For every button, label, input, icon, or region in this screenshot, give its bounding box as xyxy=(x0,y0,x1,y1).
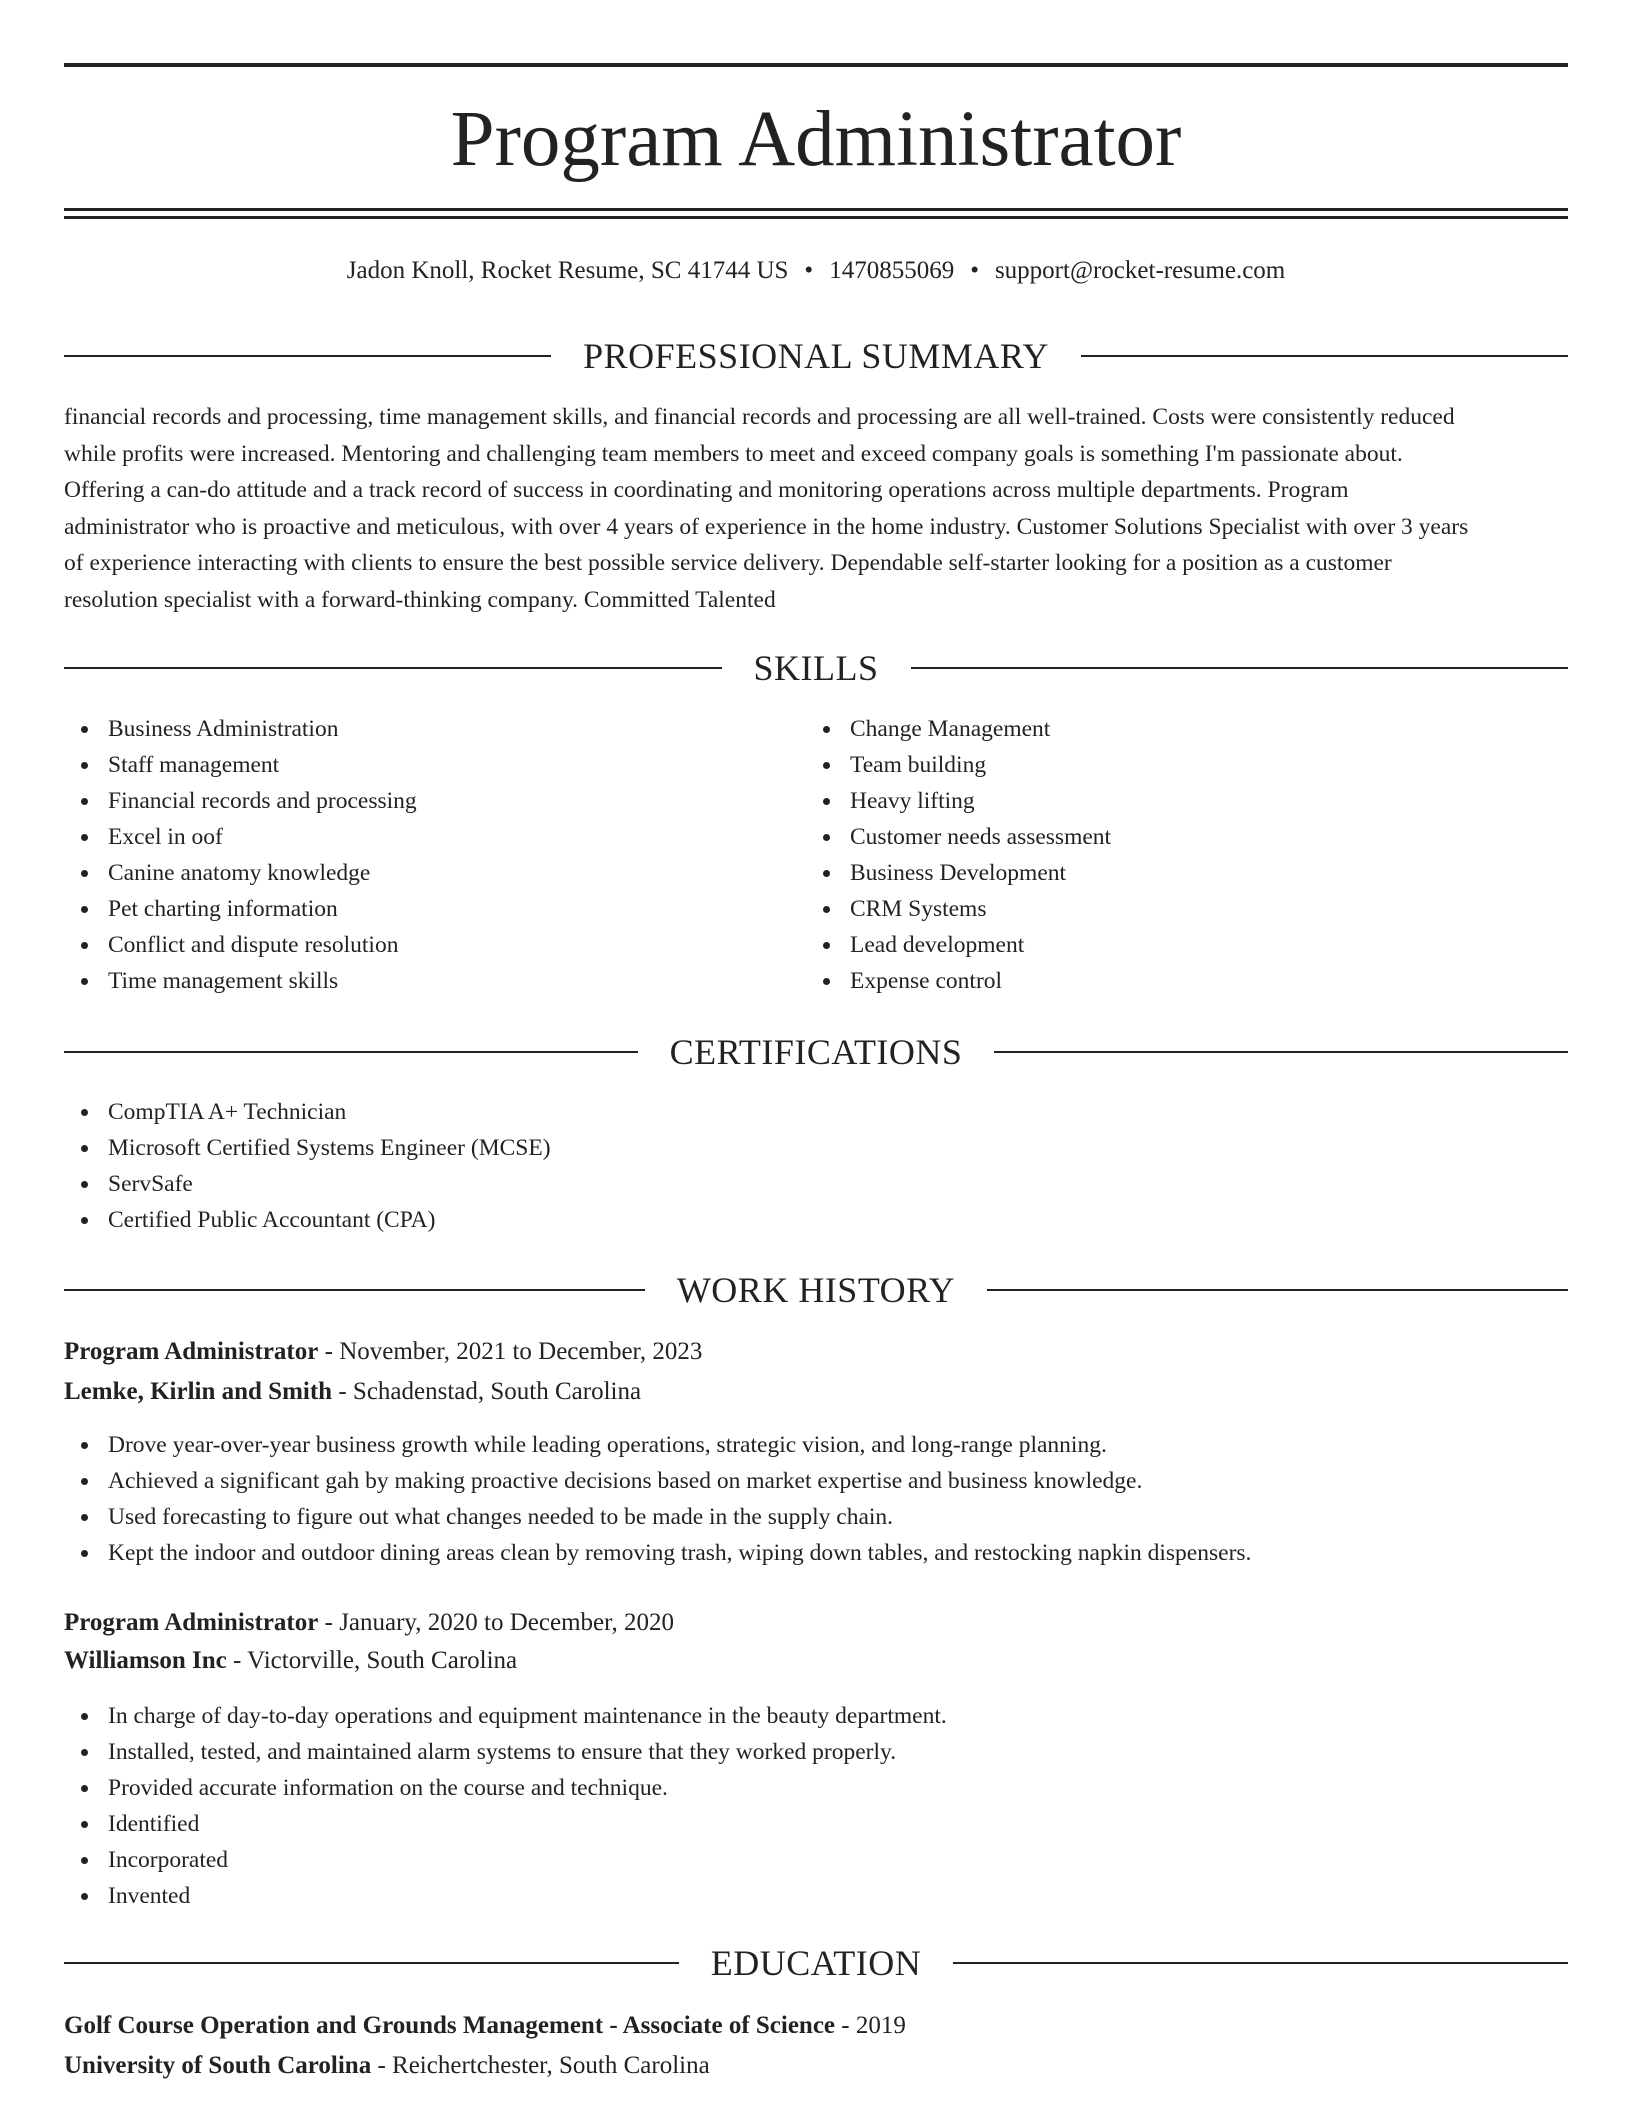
bullet-icon xyxy=(81,1857,88,1864)
skill-item: Canine anatomy knowledge xyxy=(64,855,417,891)
section-title: WORK HISTORY xyxy=(676,1270,956,1310)
bullet-icon xyxy=(81,1181,88,1188)
contact-separator: • xyxy=(804,257,814,284)
heading-rule-left xyxy=(64,1051,638,1053)
job-title-line xyxy=(64,1606,1568,1640)
summary-line: administrator who is proactive and meticulous, with over 4 years of experience in the home industry. Customer Solutions Specialist with over 3 years xyxy=(64,513,1469,540)
bullet-icon xyxy=(81,798,88,805)
job-bullet: In charge of day-to-day operations and equipment maintenance in the beauty department. xyxy=(64,1698,947,1734)
bullet-icon xyxy=(823,726,830,733)
skill-item: Excel in oof xyxy=(64,819,417,855)
skills-list-left xyxy=(64,711,417,999)
bullet-icon xyxy=(823,762,830,769)
contact-separator: • xyxy=(970,257,979,284)
skill-item: Staff management xyxy=(64,747,417,783)
summary-line: financial records and processing, time management skills, and financial records and processing are all well-trained. Costs were consistently reduced xyxy=(64,404,1455,430)
education-school: University of South Carolina xyxy=(64,2052,372,2079)
skill-item: Expense control xyxy=(806,963,1111,999)
resume-title: Program Administrator xyxy=(450,96,1182,183)
education-school-line xyxy=(64,2049,1568,2083)
summary-heading xyxy=(64,334,1568,378)
title-rule-upper xyxy=(64,208,1568,211)
job-company: Lemke, Kirlin and Smith xyxy=(64,1378,333,1405)
heading-rule-left xyxy=(64,1289,645,1291)
section-title: EDUCATION xyxy=(710,1943,922,1983)
bullet-icon xyxy=(823,942,830,949)
dash: - xyxy=(226,1647,248,1674)
heading-rule-right xyxy=(987,1289,1568,1291)
job-bullets xyxy=(64,1427,1251,1571)
job-bullet: Incorporated xyxy=(64,1842,947,1878)
bullet-icon xyxy=(823,870,830,877)
bullet-icon xyxy=(81,978,88,985)
section-title: PROFESSIONAL SUMMARY xyxy=(583,336,1049,376)
certification-item: Microsoft Certified Systems Engineer (MCSE) xyxy=(64,1130,551,1166)
bullet-icon xyxy=(81,1514,88,1521)
job-location: Victorville, South Carolina xyxy=(247,1647,518,1674)
bullet-icon xyxy=(81,1821,88,1828)
skill-item: Business Administration xyxy=(64,711,417,747)
certifications-list xyxy=(64,1094,551,1238)
skill-item: Change Management xyxy=(806,711,1111,747)
contact-address: Jadon Knoll, Rocket Resume, SC 41744 US xyxy=(346,257,789,284)
heading-rule-right xyxy=(953,1962,1568,1964)
contact-phone: 1470855069 xyxy=(829,257,955,284)
skill-item: Financial records and processing xyxy=(64,783,417,819)
education-degree-line xyxy=(64,2009,1568,2043)
section-title: SKILLS xyxy=(753,648,879,688)
skill-item: Conflict and dispute resolution xyxy=(64,927,417,963)
skill-item: Customer needs assessment xyxy=(806,819,1111,855)
heading-rule-left xyxy=(64,355,551,357)
education-heading xyxy=(64,1941,1568,1985)
bullet-icon xyxy=(81,1893,88,1900)
skills-list-right xyxy=(806,711,1111,999)
skill-item: Heavy lifting xyxy=(806,783,1111,819)
certifications-heading xyxy=(64,1030,1568,1074)
summary-line: of experience interacting with clients to ensure the best possible service delivery. Dependable self-starter looking for a position as a customer xyxy=(64,550,1392,576)
dash: - xyxy=(318,1609,340,1636)
job-bullet: Invented xyxy=(64,1878,947,1914)
job-title-line xyxy=(64,1335,1568,1369)
summary-line: Offering a can-do attitude and a track record of success in coordinating and monitoring operations across multiple departments. Program xyxy=(64,477,1349,503)
job-bullet: Used forecasting to figure out what changes needed to be made in the supply chain. xyxy=(64,1499,1251,1535)
job-bullet: Achieved a significant gah by making proactive decisions based on market expertise and business knowledge. xyxy=(64,1463,1251,1499)
bullet-icon xyxy=(81,906,88,913)
section-title: CERTIFICATIONS xyxy=(669,1032,963,1072)
job-bullet: Kept the indoor and outdoor dining areas clean by removing trash, wiping down tables, and restocking napkin dispensers. xyxy=(64,1535,1251,1571)
job-company-line xyxy=(64,1375,1568,1409)
top-rule xyxy=(64,63,1568,67)
job-location: Schadenstad, South Carolina xyxy=(352,1378,642,1405)
heading-rule-left xyxy=(64,1962,679,1964)
summary-paragraph xyxy=(64,399,1568,618)
certification-item: Certified Public Accountant (CPA) xyxy=(64,1202,551,1238)
bullet-icon xyxy=(81,1550,88,1557)
contact-line xyxy=(64,254,1568,288)
heading-rule-left xyxy=(64,667,722,669)
education-location: Reichertchester, South Carolina xyxy=(392,2052,710,2079)
dash: - xyxy=(332,1378,353,1405)
bullet-icon xyxy=(81,1749,88,1756)
bullet-icon xyxy=(81,1217,88,1224)
title-rule-lower xyxy=(64,216,1568,219)
bullet-icon xyxy=(823,978,830,985)
bullet-icon xyxy=(81,1478,88,1485)
certification-item: ServSafe xyxy=(64,1166,551,1202)
bullet-icon xyxy=(823,798,830,805)
bullet-icon xyxy=(81,762,88,769)
bullet-icon xyxy=(81,726,88,733)
skill-item: Team building xyxy=(806,747,1111,783)
job-dates: January, 2020 to December, 2020 xyxy=(339,1609,674,1636)
job-company-line xyxy=(64,1644,1568,1678)
bullet-icon xyxy=(823,906,830,913)
job-bullets xyxy=(64,1698,947,1914)
skill-item: Time management skills xyxy=(64,963,417,999)
certification-item: CompTIA A+ Technician xyxy=(64,1094,551,1130)
education-degree: Golf Course Operation and Grounds Management - Associate of Science xyxy=(64,2012,836,2039)
bullet-icon xyxy=(81,1713,88,1720)
bullet-icon xyxy=(81,1145,88,1152)
skill-item: Business Development xyxy=(806,855,1111,891)
bullet-icon xyxy=(81,1785,88,1792)
job-bullet: Provided accurate information on the course and technique. xyxy=(64,1770,947,1806)
job-title: Program Administrator xyxy=(64,1338,319,1365)
job-bullet: Drove year-over-year business growth while leading operations, strategic vision, and long-range planning. xyxy=(64,1427,1251,1463)
skill-item: CRM Systems xyxy=(806,891,1111,927)
bullet-icon xyxy=(81,1109,88,1116)
job-bullet: Installed, tested, and maintained alarm systems to ensure that they worked properly. xyxy=(64,1734,947,1770)
bullet-icon xyxy=(81,942,88,949)
skill-item: Pet charting information xyxy=(64,891,417,927)
job-company: Williamson Inc xyxy=(64,1647,227,1674)
bullet-icon xyxy=(81,870,88,877)
summary-line: resolution specialist with a forward-thinking company. Committed Talented xyxy=(64,586,776,613)
skills-heading xyxy=(64,646,1568,690)
heading-rule-right xyxy=(911,667,1569,669)
contact-email: support@rocket-resume.com xyxy=(994,257,1286,284)
heading-rule-right xyxy=(994,1051,1568,1053)
dash: - xyxy=(835,2012,856,2039)
bullet-icon xyxy=(81,1442,88,1449)
bullet-icon xyxy=(823,834,830,841)
work-heading xyxy=(64,1268,1568,1312)
dash: - xyxy=(318,1338,340,1365)
skill-item: Lead development xyxy=(806,927,1111,963)
education-year: 2019 xyxy=(855,2012,906,2039)
dash: - xyxy=(371,2052,393,2079)
heading-rule-right xyxy=(1081,355,1568,357)
job-title: Program Administrator xyxy=(64,1609,319,1636)
job-bullet: Identified xyxy=(64,1806,947,1842)
summary-line: while profits were increased. Mentoring and challenging team members to meet and exceed company goals is something I'm passionate about. xyxy=(64,440,1403,467)
job-dates: November, 2021 to December, 2023 xyxy=(339,1338,703,1365)
bullet-icon xyxy=(81,834,88,841)
